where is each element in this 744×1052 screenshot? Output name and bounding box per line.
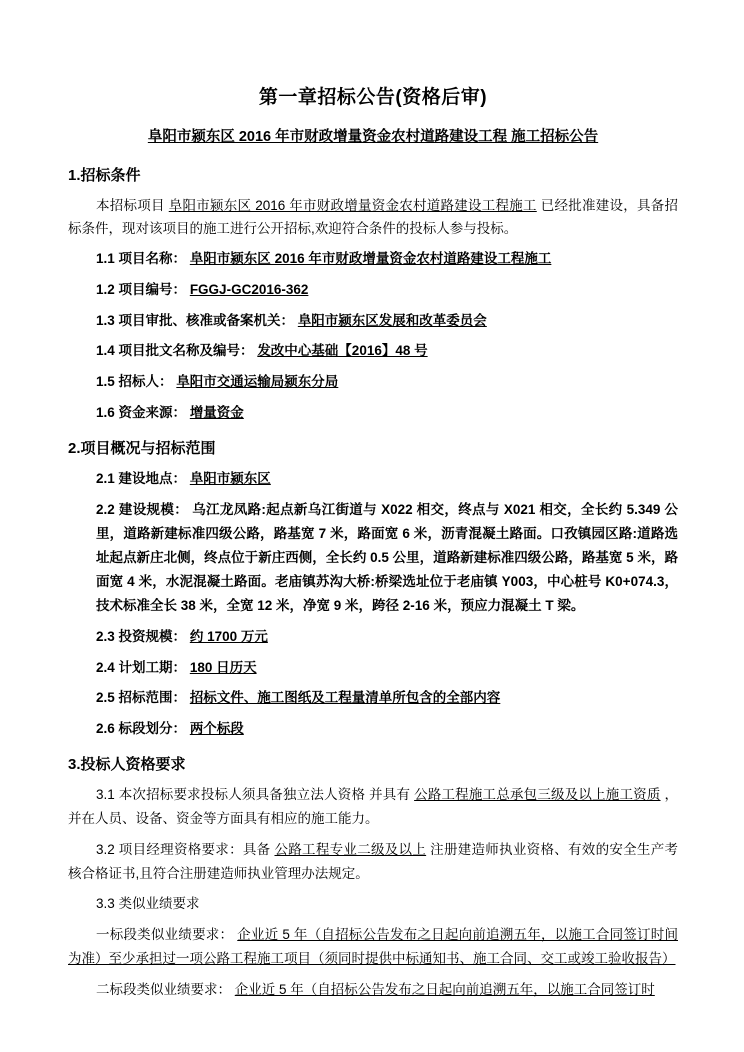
bid1-prefix: 一标段类似业绩要求： <box>96 927 234 943</box>
field-value: 阜阳市颍东区发展和改革委员会 <box>297 312 487 328</box>
field-label: 建设地点： <box>118 471 187 487</box>
field-investment-scale <box>96 625 678 649</box>
field-number: 2.3 <box>96 628 115 644</box>
bid2-prefix: 二标段类似业绩要求： <box>96 981 231 997</box>
requirement-qualification <box>68 783 678 831</box>
requirement-manager-value: 公路工程专业二级及以上 <box>274 841 427 857</box>
field-tenderee <box>96 370 678 394</box>
page-title: 第一章招标公告(资格后审) <box>258 87 488 108</box>
field-value: 180 日历天 <box>189 659 257 675</box>
field-number: 2.6 <box>96 720 115 736</box>
requirement-suffix: ，并在人员、设备、资金等方面具有相应的施工能力。 <box>68 787 678 827</box>
subtitle-text: 阜阳市颍东区 2016 年市财政增量资金农村道路建设工程 施工招标公告 <box>147 129 599 145</box>
field-project-number <box>96 278 678 302</box>
field-planned-duration <box>96 656 678 680</box>
field-value: 阜阳市交通运输局颍东分局 <box>176 373 339 389</box>
field-value: 阜阳市颍东区 <box>189 471 271 487</box>
requirement-performance-heading: 3.3 类似业绩要求 <box>96 896 200 912</box>
intro-suffix: 已经批准建设，具备招标条件，现对该项目的施工进行公开招标,欢迎符合条件的投标人参与投标。 <box>68 198 678 237</box>
intro-prefix: 本招标项目 <box>96 198 165 213</box>
field-project-name <box>96 247 678 271</box>
field-label: 资金来源： <box>118 404 187 420</box>
field-construction-site <box>96 467 678 491</box>
field-value: 两个标段 <box>189 720 244 736</box>
field-value: 发改中心基础【2016】48 号 <box>257 343 428 359</box>
bid1-value: 企业近 5 年（自招标公告发布之日起向前追溯五年，以施工合同签订时间为准）至少承担过一项公路工程施工项目（须同时提供中标通知书、施工合同、交工或竣工验收报告） <box>68 927 678 966</box>
field-funding-source <box>96 401 678 425</box>
field-value: 乌江龙凤路:起点新乌江街道与 X022 相交，终点与 X021 相交，全长约 5.349 公里，道路新建标准四级公路，路基宽 7 米，路面宽 6 米，沥青混凝土路面。口孜镇园区路:道路选址起点新庄北侧，终点位于新庄西侧，全长约 0.5 公里，道路新建标准四级公路，路基宽 5 米，路面宽 4 米，水泥混凝土路面。老庙镇苏沟大桥:桥梁选址位于老庙镇 Y003，中心桩号 K0+074.3，技术标准全长 38 米，全宽 12 米，净宽 9 米，跨径 2-16 米，预应力混凝土 T 梁。 <box>96 501 678 613</box>
field-label: 招标人： <box>118 373 173 389</box>
field-label: 建设规模： <box>118 501 189 517</box>
field-value: 招标文件、施工图纸及工程量清单所包含的全部内容 <box>189 690 501 706</box>
requirement-suffix: 注册建造师执业资格、有效的安全生产考核合格证书,且符合注册建造师执业管理办法规定。 <box>68 841 679 881</box>
field-value: 增量资金 <box>189 404 244 420</box>
field-label: 投资规模： <box>118 628 187 644</box>
field-approval-document <box>96 339 678 363</box>
field-construction-scale <box>96 498 678 618</box>
requirement-bid-section-1 <box>68 923 678 971</box>
field-bidding-scope <box>96 686 678 710</box>
field-number: 1.1 <box>96 251 115 267</box>
document-subtitle <box>68 125 678 146</box>
requirement-prefix: 3.2 项目经理资格要求：具备 <box>96 841 271 857</box>
requirement-bid-section-2 <box>68 978 678 1002</box>
field-approval-authority <box>96 309 678 333</box>
field-number: 2.1 <box>96 471 115 487</box>
requirement-project-manager <box>68 838 678 886</box>
requirement-qualification-value: 公路工程施工总承包三级及以上施工资质 <box>414 787 661 803</box>
field-number: 2.5 <box>96 690 115 706</box>
field-number: 1.2 <box>96 282 115 298</box>
document-body <box>68 60 678 1008</box>
section1-intro <box>68 194 678 240</box>
field-label: 项目编号： <box>118 282 187 298</box>
field-number: 2.2 <box>96 501 115 517</box>
field-value: 约 1700 万元 <box>189 628 268 644</box>
field-label: 项目审批、核准或备案机关： <box>118 312 295 328</box>
field-label: 项目批文名称及编号： <box>118 343 254 359</box>
field-number: 1.5 <box>96 373 115 389</box>
field-label: 项目名称： <box>118 251 187 267</box>
field-value: FGGJ-GC2016-362 <box>189 282 309 298</box>
field-number: 1.3 <box>96 312 115 328</box>
section-heading-1: 1.招标条件 <box>68 167 141 184</box>
field-number: 1.4 <box>96 343 115 359</box>
bid2-value: 企业近 5 年（自招标公告发布之日起向前追溯五年，以施工合同签订时 <box>234 981 655 997</box>
field-label: 标段划分： <box>118 720 187 736</box>
field-number: 2.4 <box>96 659 115 675</box>
intro-project-name: 阜阳市颍东区 2016 年市财政增量资金农村道路建设工程施工 <box>168 198 537 213</box>
section-heading-3: 3.投标人资格要求 <box>68 756 186 774</box>
field-number: 1.6 <box>96 404 115 420</box>
field-value: 阜阳市颍东区 2016 年市财政增量资金农村道路建设工程施工 <box>189 251 552 267</box>
field-label: 计划工期： <box>118 659 187 675</box>
field-section-division <box>96 717 678 741</box>
requirement-prefix: 3.1 本次招标要求投标人须具备独立法人资格 并具有 <box>96 787 411 803</box>
field-label: 招标范围： <box>118 690 187 706</box>
section-heading-2: 2.项目概况与招标范围 <box>68 440 216 458</box>
